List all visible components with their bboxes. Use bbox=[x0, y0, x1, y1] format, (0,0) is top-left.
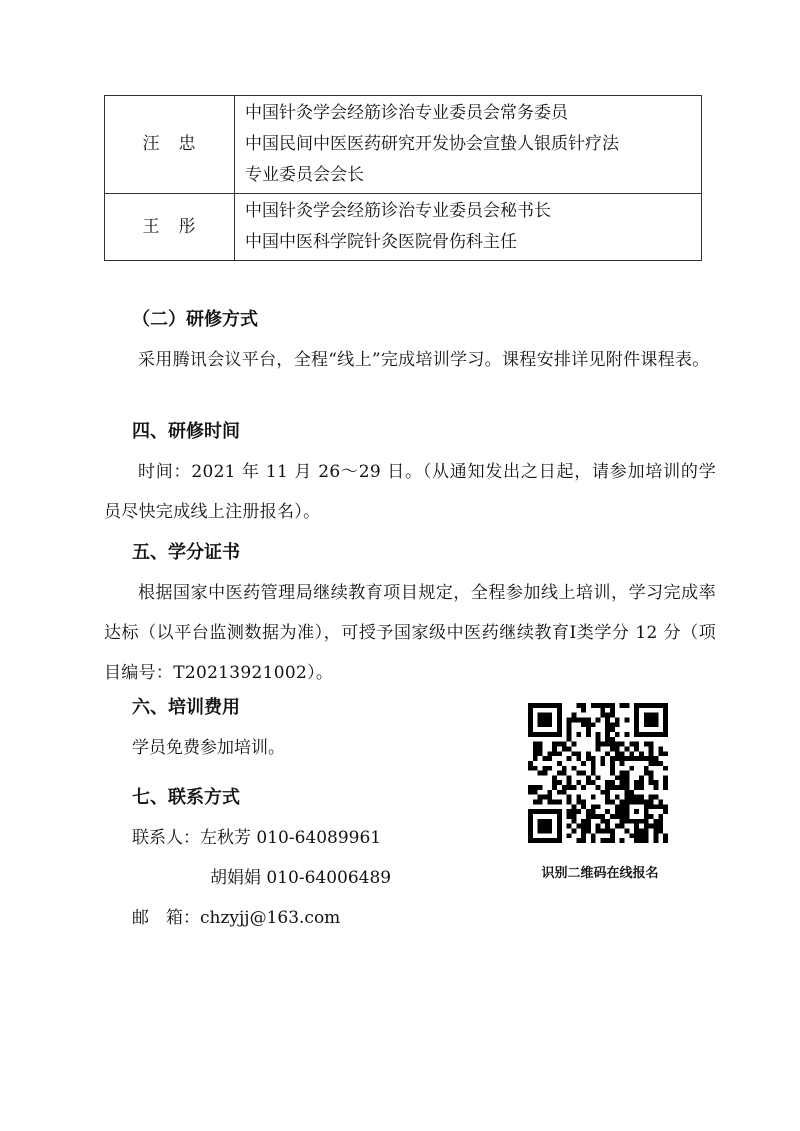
section-time bbox=[104, 412, 716, 532]
section-heading: 五、学分证书 bbox=[132, 542, 240, 563]
section-text: 根据国家中医药管理局继续教育项目规定，全程参加线上培训，学习完成率达标（以平台监测数据为准），可授予国家级中医药继续教育Ⅰ类学分 12 分（项目编号：T20213921002）。 bbox=[104, 583, 716, 683]
contact-person-2: 胡娟娟 010-64006489 bbox=[210, 868, 392, 888]
contact-person-line bbox=[104, 818, 504, 858]
section-text: 学员免费参加培训。 bbox=[132, 738, 285, 758]
section-contact bbox=[104, 778, 504, 938]
section-credit bbox=[104, 533, 716, 693]
faculty-role: 中国民间中医医药研究开发协会宣蛰人银质针疗法 bbox=[245, 134, 619, 154]
contact-email-line bbox=[104, 898, 504, 938]
faculty-name: 王 彤 bbox=[105, 194, 235, 261]
qr-code-icon[interactable] bbox=[528, 703, 668, 843]
faculty-table bbox=[104, 95, 702, 261]
contact-person-label: 联系人： bbox=[132, 828, 200, 848]
section-text: 采用腾讯会议平台，全程“线上”完成培训学习。课程安排详见附件课程表。 bbox=[138, 350, 710, 370]
faculty-roles bbox=[235, 194, 702, 261]
section-fee bbox=[104, 688, 504, 768]
qr-caption: 识别二维码在线报名 bbox=[541, 866, 659, 881]
section-heading: （二）研修方式 bbox=[132, 309, 258, 330]
contact-email[interactable]: chzyjj@163.com bbox=[200, 908, 341, 928]
contact-person-line bbox=[104, 858, 504, 898]
contact-email-label: 邮 箱： bbox=[132, 908, 200, 928]
section-method bbox=[104, 300, 716, 380]
faculty-roles bbox=[235, 96, 702, 194]
faculty-role: 中国中医科学院针灸医院骨伤科主任 bbox=[245, 232, 517, 252]
faculty-role: 中国针灸学会经筋诊治专业委员会秘书长 bbox=[245, 201, 551, 221]
faculty-role: 专业委员会会长 bbox=[245, 165, 364, 185]
contact-person-1: 左秋芳 010-64089961 bbox=[200, 828, 382, 848]
table-row bbox=[105, 96, 702, 194]
section-heading: 七、联系方式 bbox=[132, 787, 240, 808]
section-heading: 六、培训费用 bbox=[132, 697, 240, 718]
faculty-role: 中国针灸学会经筋诊治专业委员会常务委员 bbox=[245, 103, 568, 123]
section-heading: 四、研修时间 bbox=[132, 421, 240, 442]
faculty-name: 汪 忠 bbox=[105, 96, 235, 194]
section-text: 时间：2021 年 11 月 26～29 日。（从通知发出之日起，请参加培训的学员尽快完成线上注册报名）。 bbox=[104, 462, 716, 522]
table-row bbox=[105, 194, 702, 261]
